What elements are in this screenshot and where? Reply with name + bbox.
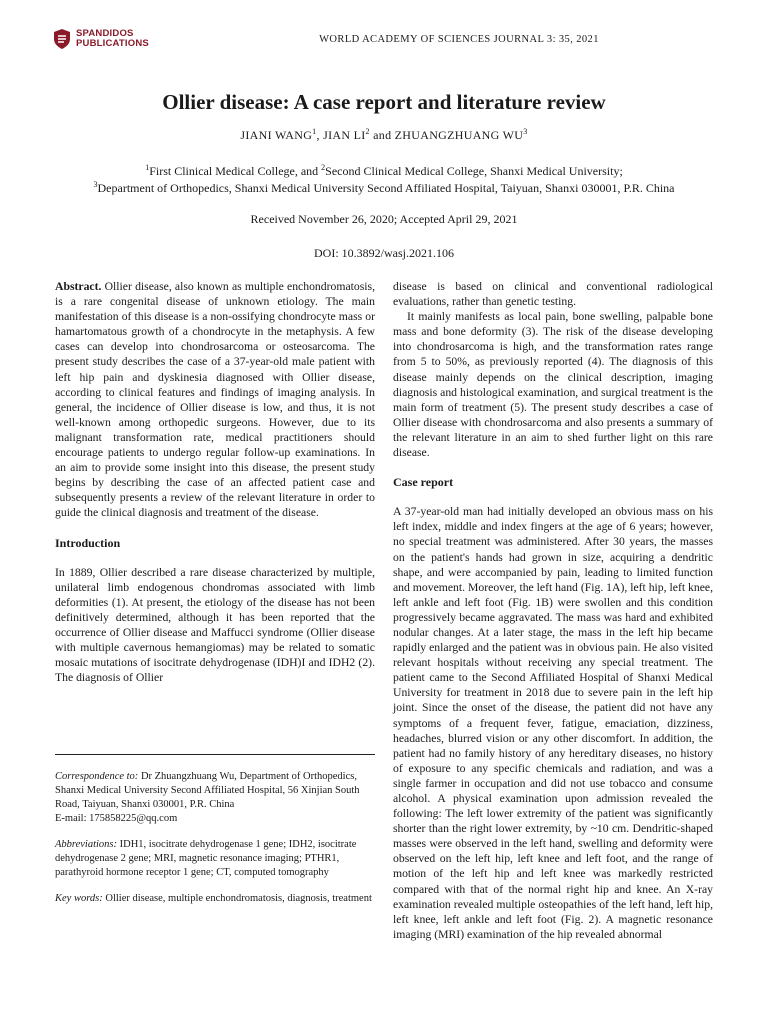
abstract-label: Abstract.	[55, 280, 102, 293]
author-affil-mark: 3	[523, 127, 528, 136]
article-title: Ollier disease: A case report and literature review	[162, 90, 606, 114]
correspondence-label: Correspondence to:	[55, 771, 139, 782]
author-separator: ,	[316, 128, 324, 142]
left-column	[55, 279, 375, 685]
abbreviations-label: Abbreviations:	[55, 839, 118, 850]
introduction-paragraph-1: In 1889, Ollier described a rare disease characterized by multiple, unilateral limb endogenous chondromas associated with limb deformities (1). At present, the etiology of the disease has not been definitively determined, although it has been reported that the occurrence of Ollier disease and Maffucci syndrome (Ollier disease with multiple cavernous hemangiomas) may be related to somatic mosaic mutations of isocitrate dehydrogenase (IDH)I and IDH2 (2). The diagnosis of Ollier	[55, 565, 375, 685]
abstract-text: Ollier disease, also known as multiple enchondromatosis, is a rare congenital disease of unknown etiology. The main manifestation of this disease is a non-ossifying chondrocyte mass or hamartomatous growth of a chondrocyte in the metaphysis. A few cases can develop into chondrosarcoma or osteosarcoma. The present study describes the case of a 37-year-old male patient with left hip pain and dyskinesia diagnosed with Ollier disease, according to clinical features and findings of imaging analysis. In general, the incidence of Ollier disease is low, and thus, it is not well-known among orthopedic surgeons. However, due to its malignant transformation rate, medical practitioners should encourage patients to undergo regular follow-up examinations. In an aim to provide some insight into this disease, the present study begins by describing the case of an affected patient case and subsequently presents a review of the relevant literature in order to guide the clinical diagnosis and treatment of the disease.	[55, 280, 375, 520]
author-name: JIANI WANG	[240, 128, 313, 142]
correspondence-email[interactable]: E-mail: 175858225@qq.com	[55, 813, 178, 824]
keywords-label: Key words:	[55, 893, 103, 904]
author-separator: and	[369, 128, 395, 142]
introduction-paragraph-1-continued: disease is based on clinical and conventional radiological evaluations, rather than genetic testing.	[393, 280, 713, 309]
right-column	[393, 279, 713, 942]
affil-text: Second Clinical Medical College, Shanxi Medical University;	[325, 164, 623, 178]
introduction-paragraph-2: It mainly manifests as local pain, bone swelling, palpable bone mass and bone deformity (3). The risk of the disease developing into chondrosarcoma is high, and the transformation rates range from 5 to 50%, as previously reported (4). The diagnosis of this disease mainly depends on the clinical description, imaging diagnosis and histological examination, and surgical treatment is the main form of treatment (5). The present study describes a case of Ollier disease with chondrosarcoma and also presents a summary of the relevant literature in an aim to shed further light on this rare disease.	[393, 310, 713, 460]
section-heading-introduction: Introduction	[55, 535, 121, 550]
doi-link[interactable]: DOI: 10.3892/wasj.2021.106	[314, 246, 454, 260]
author-affil-mark: 1	[312, 127, 317, 136]
abstract	[55, 279, 375, 521]
affil-mark: 2	[321, 163, 326, 172]
affil-text: Department of Orthopedics, Shanxi Medical University Second Affiliated Hospital, Taiyuan, Shanxi 030001, P.R. China	[97, 181, 675, 195]
author-list	[0, 128, 768, 143]
author-affil-mark: 2	[365, 127, 370, 136]
journal-running-head: WORLD ACADEMY OF SCIENCES JOURNAL 3: 35, 2021	[319, 34, 599, 45]
affil-mark: 3	[93, 180, 98, 189]
affil-mark: 1	[145, 163, 150, 172]
author-name: JIAN LI	[323, 128, 366, 142]
received-dates: Received November 26, 2020; Accepted April 29, 2021	[250, 212, 518, 226]
affiliation-line-1	[0, 163, 768, 180]
logo-line-2: PUBLICATIONS	[76, 38, 149, 49]
correspondence-note	[55, 770, 375, 826]
affiliation-line-2	[0, 180, 768, 197]
keywords-note	[55, 892, 375, 906]
logo-line-1: SPANDIDOS	[76, 28, 134, 39]
abbreviations-note	[55, 838, 375, 880]
case-report-paragraph-1: A 37-year-old man had initially developed an obvious mass on his left index, middle and index fingers at the age of 6 years; however, no special treatment was administered. After 30 years, the masses on the patient's hands had grown in size, acquiring a dendritic shape, and were accompanied by pain, leading to limited function and movement. Moreover, the left hand (Fig. 1A), left hip, left knee, left ankle and left foot (Fig. 1B) were swollen and this condition progressively became aggravated. The mass was hard and exhibited nodular changes. At a later stage, the mass in the left hip became rapidly enlarged and the patient was in obvious pain. He also visited relevant hospitals without receiving any special treatment. The patient came to the Second Affiliated Hospital of Shanxi Medical University for treatment in 2018 due to severe pain in the left hip joint. Since the onset of the disease, the patient did not have any symptoms of a frequent fever, fatigue, emaciation, dizziness, headaches, blurred vision or any other discomfort. In addition, the patient had no family history of any hereditary diseases, no history of exposure to any specific chemicals and radiation, and was a single farmer in occupation and did not use tobacco and consume alcohol. A physical examination upon admission revealed the following: The left lower extremity of the patient was significantly shorter than the right lower extremity, by ~10 cm. Dendritic-shaped masses were observed in the left hand, swelling and deformity were observed on the left hip, left knee and left foot, and the range of motion of the left hip and left knee was markedly restricted compared with that of the normal right hip and knee. An X-ray examination revealed multiple osteopathies of the left hand, left hip, left knee, left ankle and left foot (Fig. 2). A magnetic resonance imaging (MRI) examination of the hip revealed abnormal	[393, 505, 713, 941]
footnotes	[55, 770, 375, 918]
affil-text: First Clinical Medical College, and	[149, 164, 322, 178]
affiliations	[0, 163, 768, 197]
footnote-divider	[55, 754, 375, 755]
correspondence-text: Dr Zhuangzhuang Wu, Department of Orthopedics, Shanxi Medical University Second Affiliated Hospital, 56 Xinjian South Road, Taiyuan, Shanxi 030001, P.R. China	[55, 771, 360, 810]
keywords-text: Ollier disease, multiple enchondromatosis, diagnosis, treatment	[102, 893, 372, 904]
section-heading-case-report: Case report	[393, 475, 454, 490]
author-name: ZHUANGZHUANG WU	[394, 128, 524, 142]
abbreviations-text: IDH1, isocitrate dehydrogenase 1 gene; IDH2, isocitrate dehydrogenase 2 gene; MRI, magnetic resonance imaging; PTHR1, parathyroid hormone receptor 1 gene; CT, computed tomography	[55, 839, 357, 878]
